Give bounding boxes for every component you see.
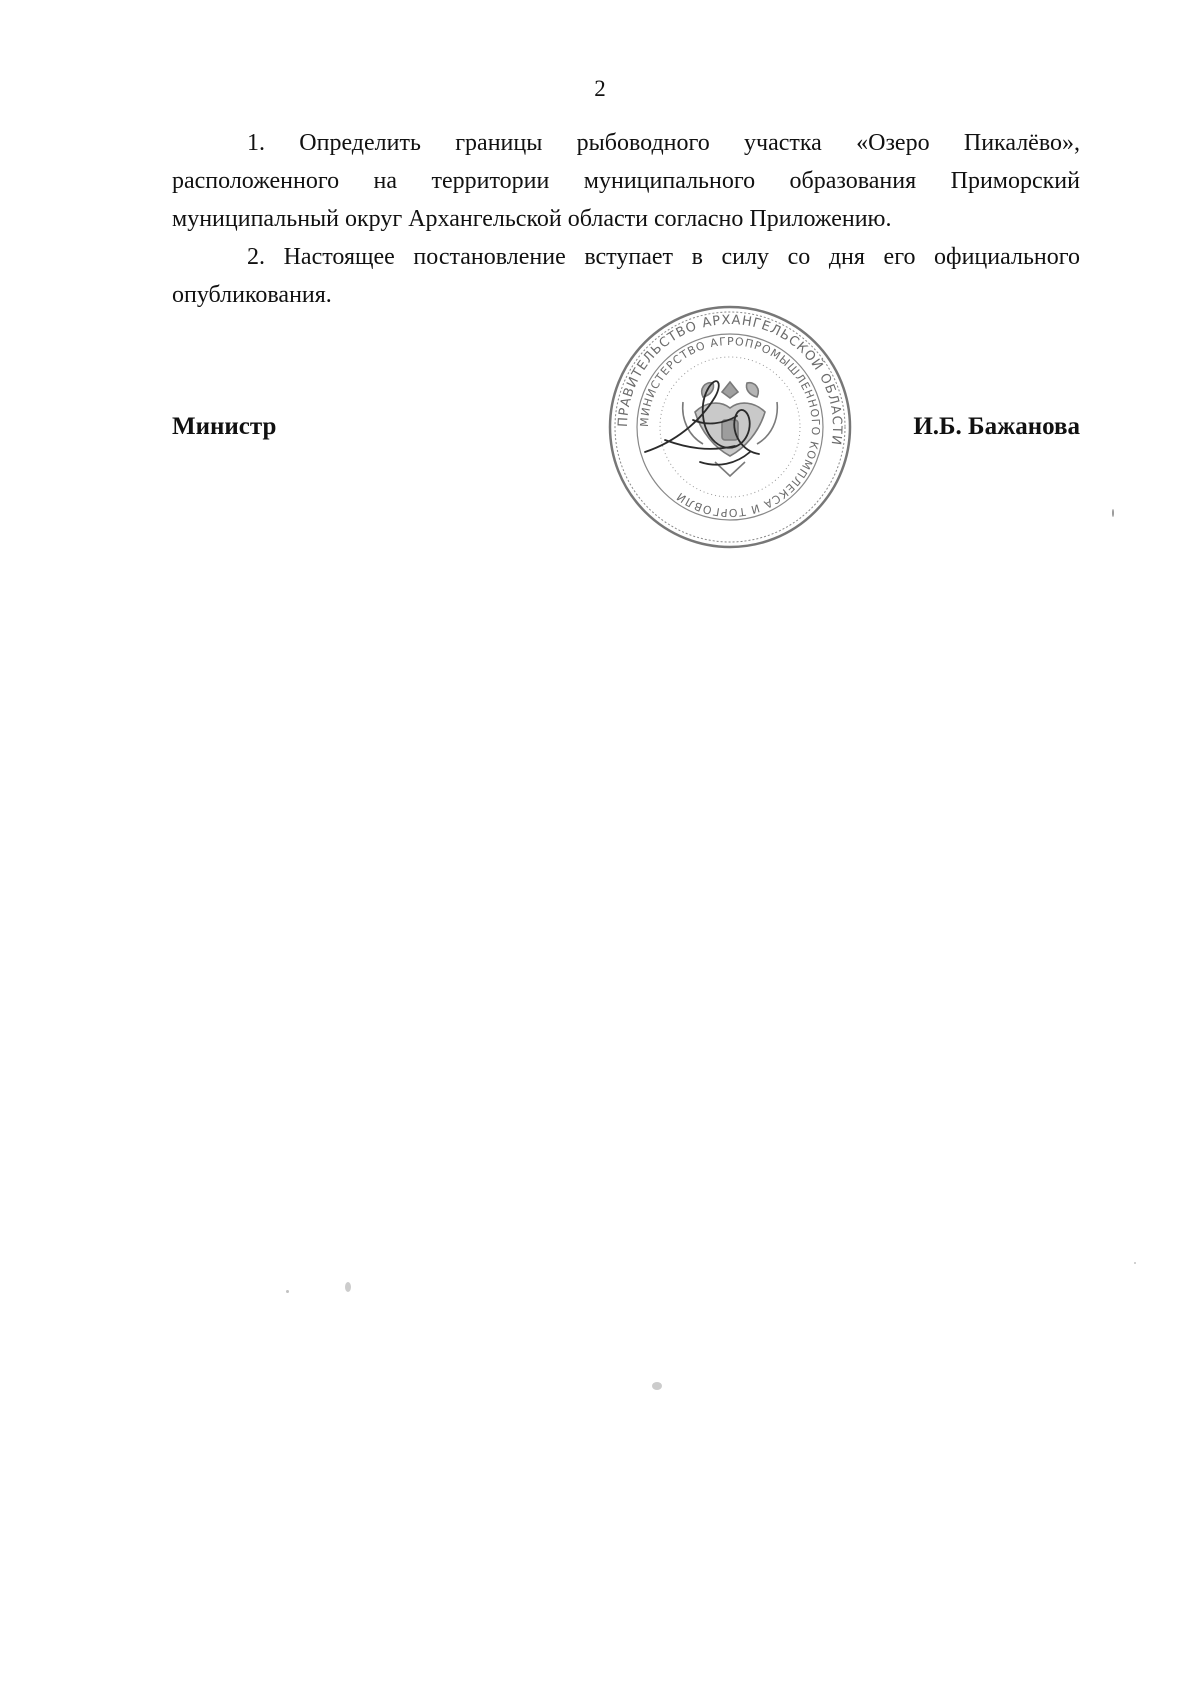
paragraph-1: 1. Определить границы рыбоводного участка «Озеро Пикалёво», расположенного на территории муниципального образования Приморский муниципальный округ Архангельской области согласно Приложению. (172, 130, 1080, 232)
seal-inner-text: МИНИСТЕРСТВО АГРОПРОМЫШЛЕННОГО КОМПЛЕКСА И ТОРГОВЛИ (637, 334, 823, 520)
scan-speck (652, 1382, 662, 1390)
document-body (172, 124, 1080, 314)
paragraph-2: 2. Настоящее постановление вступает в силу со дня его официального опубликования. (172, 244, 1080, 308)
scan-speck (1134, 1262, 1136, 1264)
eagle-emblem-icon (683, 382, 778, 476)
signatory-name: И.Б. Бажанова (913, 413, 1080, 440)
scan-speck (286, 1290, 289, 1293)
signatory-title: Министр (172, 413, 277, 440)
official-seal-stamp (605, 302, 855, 552)
seal-outer-text: ПРАВИТЕЛЬСТВО АРХАНГЕЛЬСКОЙ ОБЛАСТИ (615, 312, 845, 447)
page-number: 2 (594, 76, 606, 101)
scan-speck (345, 1282, 351, 1292)
scan-speck (1112, 509, 1114, 517)
